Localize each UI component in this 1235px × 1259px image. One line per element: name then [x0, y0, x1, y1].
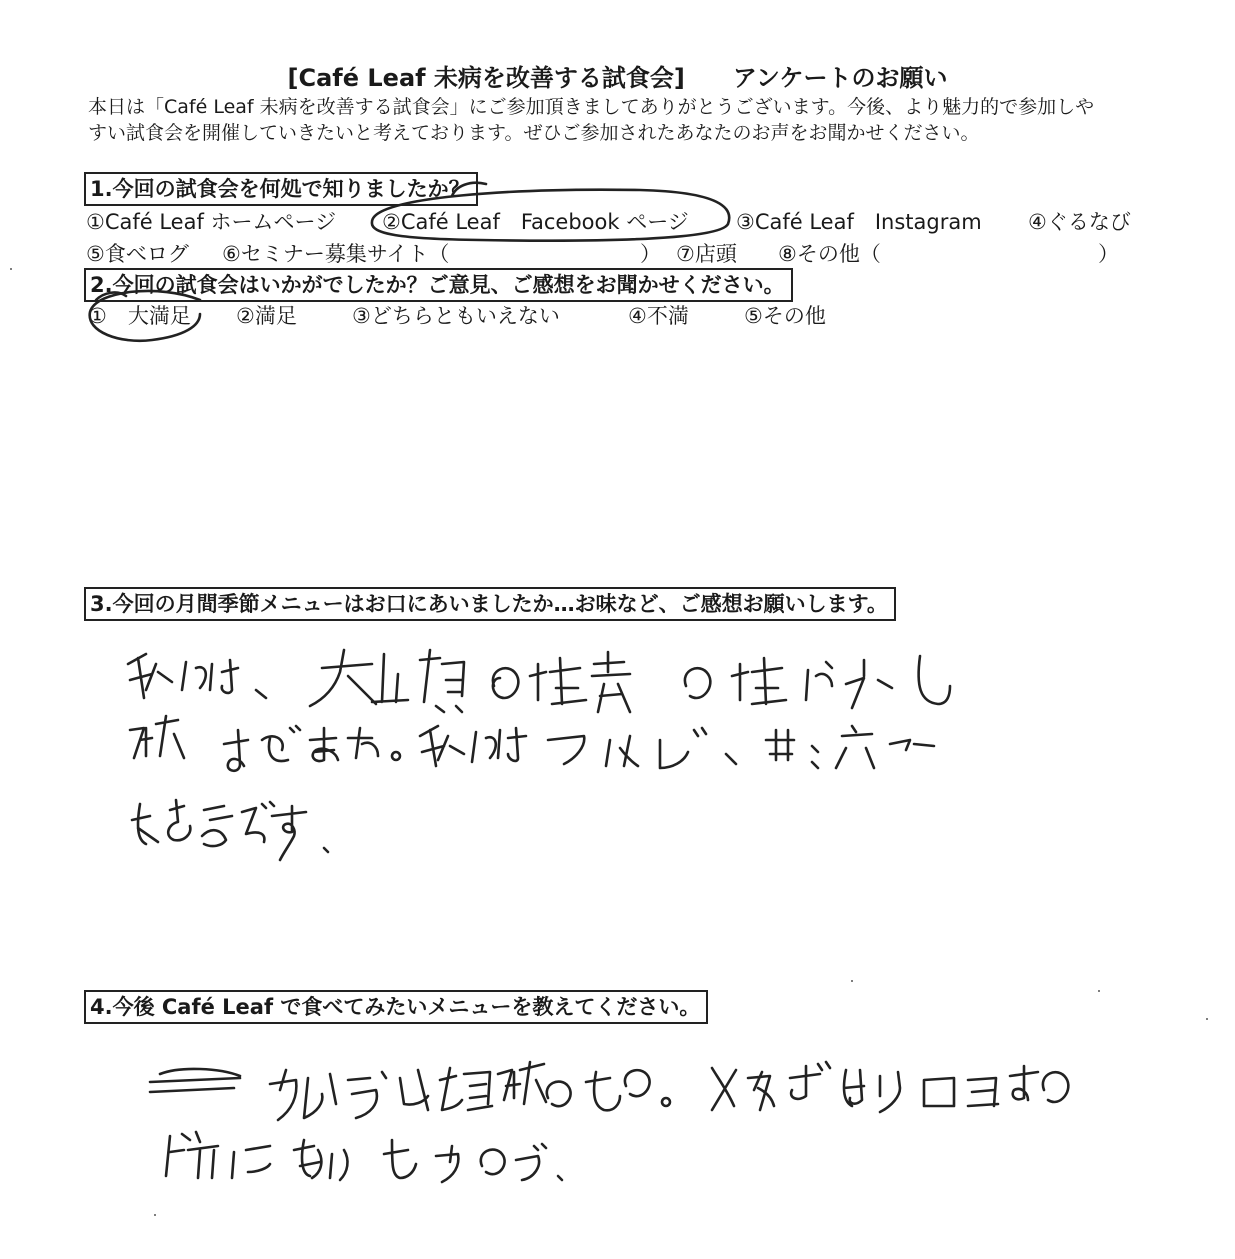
q3-handwriting-line-2 [130, 716, 934, 771]
scan-speck [851, 980, 853, 982]
q1-option-seminar-close: ） [640, 242, 661, 266]
question-1-label: 1.今回の試食会を何処で知りましたか？ [84, 172, 478, 206]
q1-option-seminar-site[interactable]: ⑥セミナー募集サイト（ [222, 242, 450, 266]
question-2-label: 2.今回の試食会はいかがでしたか？ご意見、ご感想をお聞かせください。 [84, 268, 793, 302]
question-4-label: 4.今後 Café Leaf で食べてみたいメニューを教えてください。 [84, 990, 708, 1024]
scan-speck [10, 268, 12, 270]
question-3-label: 3.今回の月間季節メニューはお口にあいましたか…お味など、ご感想お願いします。 [84, 587, 896, 621]
q1-option-gurunavi[interactable]: ④ぐるなび [1028, 210, 1131, 234]
q2-option-dissatisfied[interactable]: ④不満 [628, 304, 689, 328]
q1-option-tabelog[interactable]: ⑤食べログ [86, 242, 189, 266]
scan-speck [154, 1214, 156, 1216]
q1-option-other[interactable]: ⑧その他（ [778, 242, 881, 266]
q3-handwriting-line-3 [132, 800, 328, 860]
q2-option-satisfied[interactable]: ②満足 [236, 304, 297, 328]
q1-option-facebook[interactable]: ②Café Leaf Facebook ページ [382, 210, 689, 234]
q4-handwriting-line-2 [166, 1132, 562, 1182]
scan-speck [1206, 1018, 1208, 1020]
scan-speck [1098, 990, 1100, 992]
q1-option-homepage[interactable]: ①Café Leaf ホームページ [86, 210, 337, 234]
survey-title: [Café Leaf 未病を改善する試食会] アンケートのお願い [287, 64, 948, 92]
q1-option-other-close: ） [1098, 242, 1119, 266]
q4-handwriting [150, 1062, 1068, 1120]
intro-line-2: すい試食会を開催していきたいと考えております。ぜひご参加されたあなたのお声をお聞かせください。 [88, 122, 980, 144]
q2-option-other[interactable]: ⑤その他 [744, 304, 826, 328]
intro-line-1: 本日は「Café Leaf 未病を改善する試食会」にご参加頂きましてありがとうございます。今後、より魅力的で参加しや [88, 96, 1095, 118]
q1-option-storefront[interactable]: ⑦店頭 [676, 242, 737, 266]
q1-option-instagram[interactable]: ③Café Leaf Instagram [736, 210, 982, 234]
q3-handwriting [128, 650, 950, 712]
q2-option-very-satisfied[interactable]: ① 大満足 [88, 304, 191, 328]
q2-option-neutral[interactable]: ③どちらともいえない [352, 304, 560, 328]
